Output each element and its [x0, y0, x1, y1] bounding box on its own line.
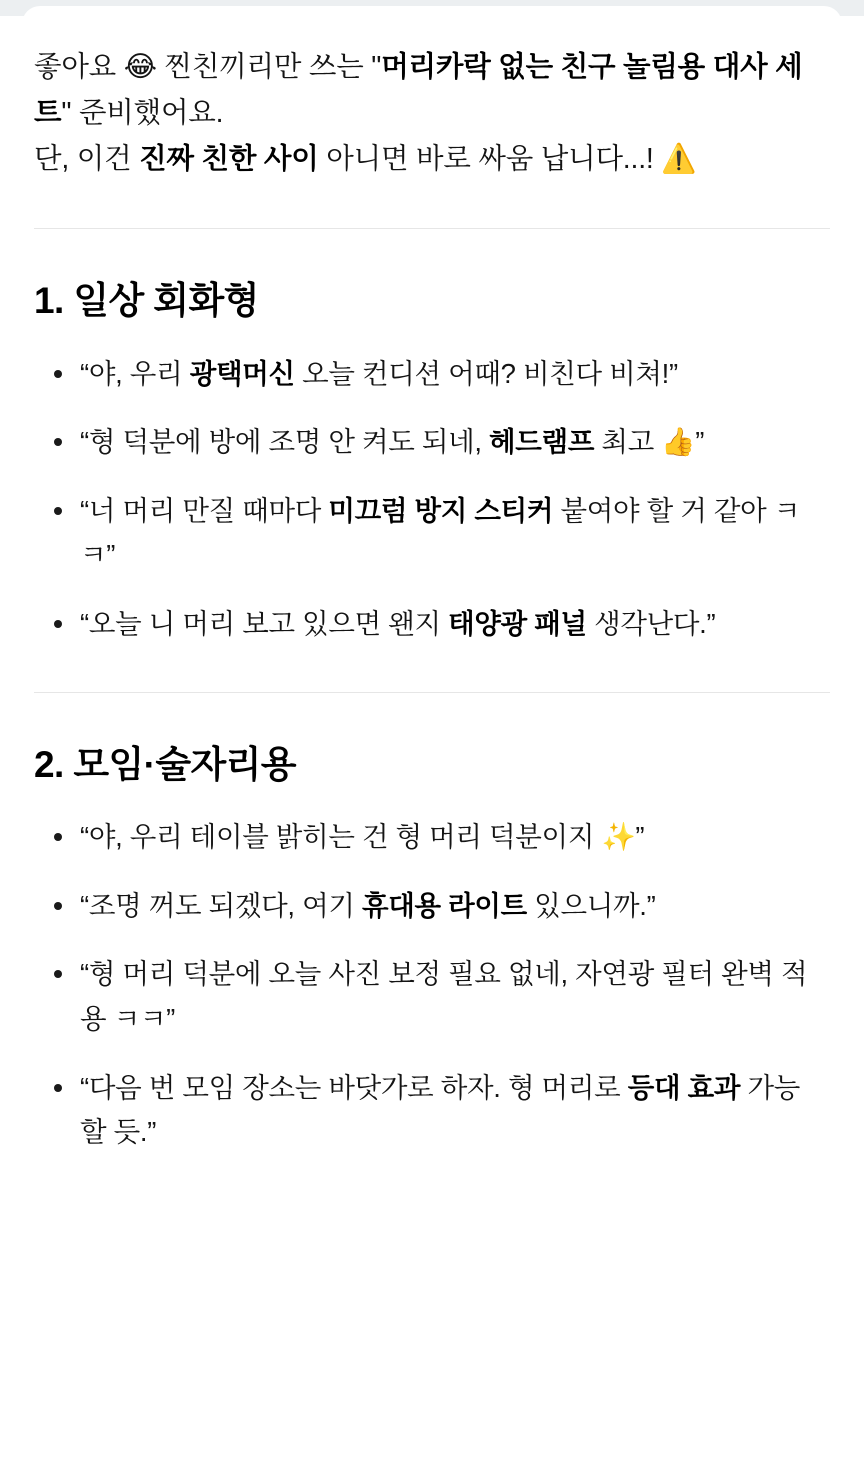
intro-line1-text-c: " 준비했어요.: [61, 97, 224, 130]
list-item: [80, 489, 824, 578]
intro-line-2: [34, 136, 830, 182]
intro-line-1: [34, 44, 830, 136]
item-text-pre: “너 머리 만질 때마다: [80, 494, 329, 526]
intro-line2-text-b: 아니면 바로 싸움 납니다...!: [318, 143, 662, 176]
intro-paragraph: [34, 16, 830, 182]
list-item: [80, 420, 824, 465]
item-text-pre: “야, 우리: [80, 357, 190, 389]
item-text-bold: 미끄럼 방지 스티커: [328, 494, 554, 526]
intro-line1-bold: 머리카락 없는 친구 놀림용 대사 세트: [34, 51, 803, 130]
item-text-bold: 광택머신: [189, 357, 295, 389]
item-text-pre: “형 덕분에 방에 조명 안 켜도 되네,: [80, 426, 490, 458]
list-item: [80, 815, 824, 860]
sheet-surface: [22, 6, 842, 36]
list-item: [80, 884, 824, 929]
item-text-bold: 등대 효과: [627, 1071, 741, 1103]
item-text-post: 오늘 컨디션 어때? 비친다 비쳐!”: [294, 357, 678, 389]
list-item: [80, 952, 824, 1041]
item-text-pre: “조명 꺼도 되겠다, 여기: [80, 889, 362, 921]
item-text-post: 붙여야 할 거 같아 ㅋㅋ”: [80, 494, 800, 571]
list-item: [80, 1066, 824, 1155]
intro-line1-text-b: 찐친끼리만 쓰는 ": [156, 51, 382, 83]
item-text-post: 있으니까.”: [526, 889, 656, 921]
item-text-post: 생각난다.”: [586, 607, 716, 639]
divider-2: [34, 692, 830, 693]
item-text-tail: ”: [695, 426, 705, 458]
intro-line2-text-a: 단, 이건: [34, 143, 140, 176]
thumbs-up-emoji: 👍: [661, 426, 696, 459]
item-text-pre: “야, 우리 테이블 밝히는 건 형 머리 덕분이지: [80, 821, 602, 853]
item-text-bold: 헤드램프: [489, 426, 595, 458]
item-text-pre: “다음 번 모임 장소는 바닷가로 하자. 형 머리로: [80, 1071, 628, 1103]
sparkles-emoji: ✨: [601, 821, 636, 854]
list-item: [80, 352, 824, 397]
section-title-1: 1. 일상 회화형: [34, 280, 259, 322]
item-text-pre: “형 머리 덕분에 오늘 사진 보정 필요 없네, 자연광 필터 완벽 적용 ㅋㅋ”: [80, 958, 808, 1035]
warning-emoji: ⚠️: [661, 142, 697, 176]
document-content: [0, 16, 864, 1195]
intro-line1-text-a: 좋아요: [34, 51, 124, 83]
item-text-post: 가능할 듯.”: [80, 1071, 800, 1148]
section-title-2: 2. 모임·술자리용: [34, 744, 296, 786]
item-text-pre: “오늘 니 머리 보고 있으면 왠지: [80, 607, 449, 639]
list-item: [80, 602, 824, 647]
section-daily-conversation: [34, 275, 830, 646]
item-text-bold: 휴대용 라이트: [361, 889, 527, 921]
item-text-post: 최고: [594, 426, 662, 458]
item-text-bold: 태양광 패널: [448, 607, 587, 639]
sheet-top-edge: [0, 0, 864, 16]
section-gathering-drinking: [34, 739, 830, 1154]
intro-line2-bold: 진짜 친한 사이: [139, 143, 319, 176]
item-text-tail: ”: [635, 821, 645, 853]
divider-1: [34, 228, 830, 229]
section-2-list: [34, 815, 830, 1154]
section-1-list: [34, 352, 830, 647]
laughing-emoji: 😂: [123, 50, 157, 83]
